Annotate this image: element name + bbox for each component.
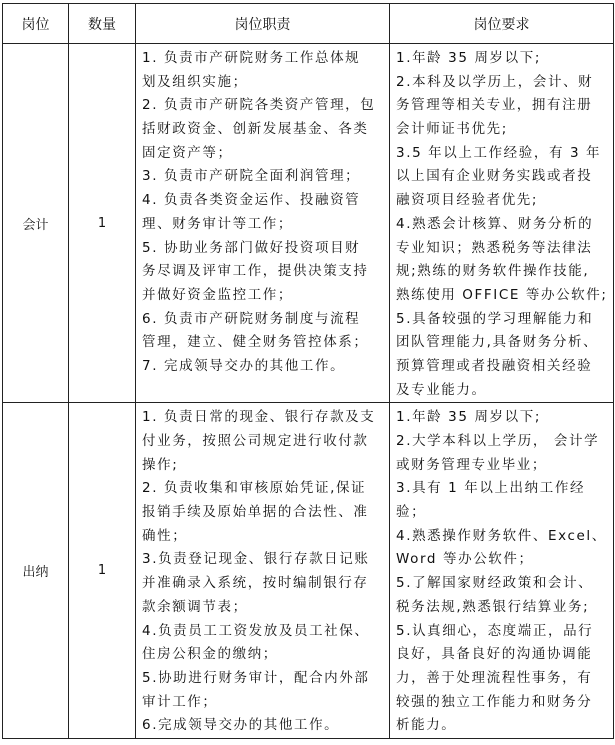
duty-line: 3. 负责市产研院全面利润管理； — [142, 168, 361, 185]
header-count: 数量 — [69, 4, 136, 44]
requirement-line: 较强的独立工作能力和财务分 — [396, 693, 593, 710]
duties-cell — [136, 44, 390, 403]
table-row — [3, 403, 614, 739]
requirement-line: 力，善于处理流程性事务，有 — [396, 669, 593, 686]
duty-line: 固定资产等； — [142, 144, 233, 161]
requirement-line: 会计师证书优先; — [396, 121, 508, 138]
requirement-line: 专业知识；熟悉税务等法律法 — [396, 239, 593, 256]
duty-line: 审计工作； — [142, 693, 218, 710]
duty-line: 报销手续及原始单据的合法性、准 — [142, 504, 369, 521]
requirement-line: 3.具有 1 年以上出纳工作经 — [396, 480, 586, 497]
requirement-line: 税务法规,熟悉银行结算业务; — [396, 598, 590, 615]
duty-line: 4.负责员工工资发放及员工社保、 — [142, 622, 370, 639]
requirement-line: 1.年龄 35 周岁以下; — [396, 50, 541, 66]
requirement-line: 析能力。 — [396, 717, 457, 734]
table-row — [3, 44, 614, 403]
requirements-cell — [390, 44, 614, 403]
duty-line: 2. 负责市产研院各类资产管理，包 — [142, 97, 376, 114]
duty-line: 括财政资金、创新发展基金、各类 — [142, 121, 369, 138]
requirement-line: 2.大学本科以上学历， 会计学 — [396, 433, 600, 449]
requirement-line: 或财务管理专业毕业； — [396, 456, 547, 473]
duty-line: 3.负责登记现金、银行存款日记账 — [142, 551, 370, 568]
requirement-line: 团队管理能力,具备财务分析、 — [396, 334, 599, 351]
header-row — [3, 4, 614, 44]
header-position: 岗位 — [3, 4, 69, 44]
requirement-line: Word 等办公软件； — [396, 551, 534, 568]
requirement-line: 熟练使用 OFFICE 等办公软件; — [396, 286, 608, 303]
duty-line: 5.协助进行财务审计，配合内外部 — [142, 669, 370, 686]
duty-line: 划及组织实施； — [142, 73, 248, 90]
duty-line: 1. 负责日常的现金、银行存款及支 — [142, 409, 376, 426]
requirement-line: 1.年龄 35 周岁以下; — [396, 409, 541, 426]
requirement-line: 融资项目经验者优先; — [396, 192, 539, 209]
requirement-line: 及专业能力。 — [396, 381, 487, 398]
duty-line: 6.完成领导交办的其他工作。 — [142, 717, 340, 734]
requirement-line: 5.了解国家财经政策和会计、 — [396, 575, 594, 592]
position-cell: 出纳 — [3, 403, 69, 739]
duty-line: 并准确录入系统，按时编制银行存 — [142, 575, 369, 592]
count-cell: 1 — [69, 403, 136, 739]
duty-line: 确性； — [142, 527, 188, 544]
duty-line: 并做好资金监控工作； — [142, 286, 293, 303]
requirement-line: 以上国有企业财务实践或者投 — [396, 168, 593, 185]
requirement-line: 规;熟练的财务软件操作技能, — [396, 263, 590, 280]
requirements-cell — [390, 403, 614, 739]
duty-line: 5. 协助业务部门做好投资项目财 — [142, 239, 361, 256]
requirement-line: 良好，具备良好的沟通协调能 — [396, 646, 593, 663]
requirement-line: 4.熟悉会计核算、财务分析的 — [396, 215, 594, 232]
duties-cell — [136, 403, 390, 739]
duty-line: 6. 负责市产研院财务制度与流程 — [142, 310, 361, 327]
requirement-line: 5.认真细心，态度端正，品行 — [396, 622, 594, 639]
requirement-line: 3.5 年以上工作经验，有 3 年 — [396, 144, 602, 161]
duty-line: 理、财务审计等工作； — [142, 215, 293, 232]
header-requirements: 岗位要求 — [390, 4, 614, 44]
duty-line: 付业务，按照公司规定进行收付款 — [142, 433, 369, 449]
requirement-line: 务管理等相关专业，拥有注册 — [396, 97, 593, 114]
duty-line: 7. 完成领导交办的其他工作。 — [142, 357, 346, 374]
duty-line: 1. 负责市产研院财务工作总体规 — [142, 50, 361, 66]
duty-line: 4. 负责各类资金运作、投融资管 — [142, 192, 361, 209]
duty-line: 务尽调及评审工作，提供决策支持 — [142, 263, 369, 280]
duty-line: 管理，建立、健全财务管控体系； — [142, 334, 369, 351]
job-table — [2, 3, 614, 739]
duty-line: 操作; — [142, 456, 179, 473]
requirement-line: 预算管理或者投融资相关经验 — [396, 357, 593, 374]
duty-line: 2. 负责收集和审核原始凭证,保证 — [142, 480, 367, 497]
duty-line: 款余额调节表； — [142, 598, 248, 615]
position-cell: 会计 — [3, 44, 69, 403]
header-duties: 岗位职责 — [136, 4, 390, 44]
duty-line: 住房公积金的缴纳； — [142, 646, 278, 663]
requirement-line: 4.熟悉操作财务软件、Excel、 — [396, 527, 607, 544]
requirement-line: 2.本科及以学历上，会计、财 — [396, 73, 594, 90]
count-cell: 1 — [69, 44, 136, 403]
requirement-line: 5.具备较强的学习理解能力和 — [396, 310, 594, 327]
requirement-line: 验； — [396, 504, 427, 521]
